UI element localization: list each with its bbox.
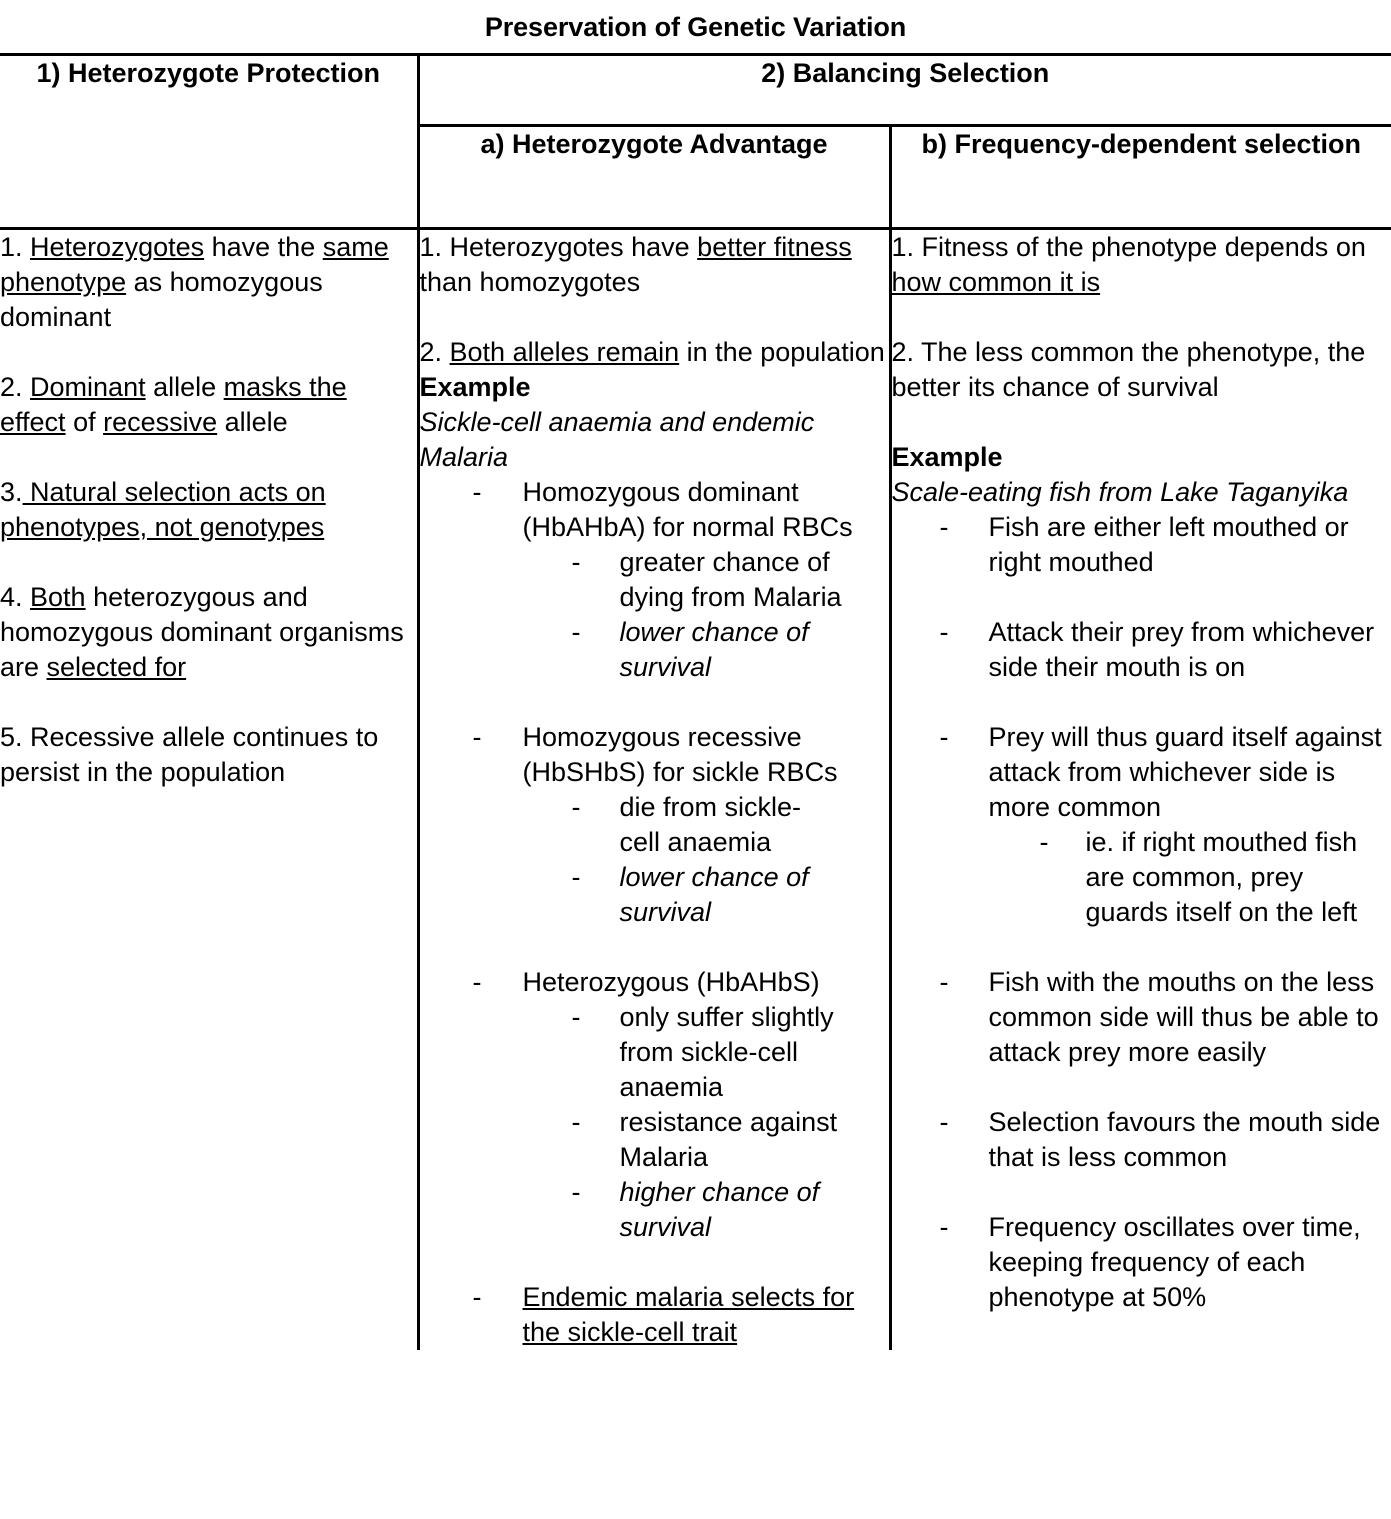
c2-bullet-3 bbox=[473, 965, 889, 1000]
spacer bbox=[892, 1070, 1391, 1105]
bullet-dash-icon: - bbox=[571, 547, 581, 577]
c2-item2-underline1: Both alleles remain bbox=[449, 337, 680, 367]
c2-item1-end: than homozygotes bbox=[419, 267, 641, 297]
table-body-row bbox=[0, 229, 1391, 1351]
bullet-dash-icon: - bbox=[472, 722, 482, 752]
cell-frequency-dependent-selection bbox=[890, 229, 1391, 1351]
c1-item1-end: as homozygous dominant bbox=[0, 267, 323, 332]
bullet-dash-icon: - bbox=[939, 512, 949, 542]
c1-item-1 bbox=[0, 230, 417, 335]
spacer bbox=[420, 300, 889, 335]
c1-item1-mid: have the bbox=[204, 232, 323, 262]
c2-item1-underline1: better fitness bbox=[697, 232, 852, 262]
c3-bullet-2-text: Attack their prey from whichever side their mouth is on bbox=[988, 617, 1375, 682]
c2-bullet-1-sub-2 bbox=[572, 615, 889, 685]
spacer bbox=[892, 580, 1391, 615]
bullet-dash-icon: - bbox=[571, 1107, 581, 1137]
header-col1 bbox=[0, 55, 418, 229]
c2-bullet-4 bbox=[473, 1280, 889, 1350]
c1-item3-num: 3. bbox=[0, 477, 23, 507]
c1-item4-num: 4. bbox=[0, 582, 31, 612]
spacer bbox=[420, 685, 889, 720]
bullet-dash-icon: - bbox=[939, 1212, 949, 1242]
c2-bullet-1-sub-2-text: lower chance of survival bbox=[619, 617, 809, 682]
c1-item4-underline2: selected for bbox=[46, 652, 187, 682]
header-frequency-dependent-selection bbox=[890, 126, 1391, 229]
bullet-dash-icon: - bbox=[571, 1002, 581, 1032]
bullet-dash-icon: - bbox=[472, 967, 482, 997]
c2-bullet-2-sub-2 bbox=[572, 860, 889, 930]
c2-bullet-3-sub-2-text: resistance against Malaria bbox=[619, 1107, 838, 1172]
c1-item4-mid: heterozygous and homozygous dominant organisms are bbox=[0, 582, 404, 682]
c2-bullet-2-sub-1 bbox=[572, 790, 889, 860]
c1-item2-underline3: recessive bbox=[103, 407, 218, 437]
spacer bbox=[892, 685, 1391, 720]
header-col1-label: 1) Heterozygote Protection bbox=[36, 58, 381, 88]
c2-bullet-4-text: Endemic malaria selects for the sickle-cell trait bbox=[522, 1282, 855, 1347]
table-header-row-1 bbox=[0, 55, 1391, 126]
header-balancing-selection bbox=[418, 55, 1391, 126]
c2-bullet-2-text: Homozygous recessive (HbSHbS) for sickle RBCs bbox=[522, 722, 838, 787]
c3-item1-num: 1. Fitness of the phenotype depends on bbox=[891, 232, 1366, 262]
c2-bullet-2 bbox=[473, 720, 889, 790]
c3-bullet-3-sub-1 bbox=[1040, 825, 1391, 930]
c1-item2-num: 2. bbox=[0, 372, 31, 402]
c2-item2-num: 2. bbox=[419, 337, 450, 367]
header-col2a-label: a) Heterozygote Advantage bbox=[480, 129, 828, 159]
c3-bullet-5-text: Selection favours the mouth side that is less common bbox=[988, 1107, 1381, 1172]
spacer bbox=[892, 300, 1391, 335]
c2-bullet-3-sub-3-text: higher chance of survival bbox=[619, 1177, 820, 1242]
bullet-dash-icon: - bbox=[1039, 827, 1049, 857]
c2-item-1 bbox=[420, 230, 889, 300]
bullet-dash-icon: - bbox=[472, 477, 482, 507]
c2-bullet-2-sub-2-text: lower chance of survival bbox=[619, 862, 809, 927]
spacer bbox=[892, 405, 1391, 440]
bullet-dash-icon: - bbox=[939, 722, 949, 752]
c1-item1-underline1: Heterozygotes bbox=[30, 232, 205, 262]
genetic-variation-table bbox=[0, 53, 1391, 1350]
bullet-dash-icon: - bbox=[939, 1107, 949, 1137]
bullet-dash-icon: - bbox=[571, 617, 581, 647]
c3-item1-underline1: how common it is bbox=[891, 267, 1101, 297]
spacer bbox=[0, 545, 417, 580]
bullet-dash-icon: - bbox=[571, 792, 581, 822]
c1-item2-mid2: of bbox=[65, 407, 104, 437]
spacer bbox=[0, 685, 417, 720]
c3-bullet-3-text: Prey will thus guard itself against attack from whichever side is more common bbox=[988, 722, 1382, 822]
c2-bullet-3-sub-3 bbox=[572, 1175, 889, 1245]
c3-bullet-3-sub-1-text: ie. if right mouthed fish are common, prey guards itself on the left bbox=[1085, 827, 1358, 927]
c3-example-label: Example bbox=[891, 442, 1003, 472]
cell-heterozygote-protection bbox=[0, 229, 418, 1351]
c2-bullet-3-sub-1-text: only suffer slightly from sickle-cell anaemia bbox=[619, 1002, 834, 1102]
c3-bullet-4-text: Fish with the mouths on the less common side will thus be able to attack prey more easily bbox=[988, 967, 1379, 1067]
c3-bullet-6 bbox=[940, 1210, 1391, 1315]
c3-bullet-2 bbox=[940, 615, 1391, 685]
cell-heterozygote-advantage bbox=[418, 229, 890, 1351]
c2-item1-num: 1. Heterozygotes have bbox=[419, 232, 698, 262]
c2-item-2 bbox=[420, 335, 889, 370]
c1-item2-mid1: allele bbox=[145, 372, 224, 402]
spacer bbox=[420, 930, 889, 965]
c1-item2-end: allele bbox=[217, 407, 288, 437]
c3-bullet-4 bbox=[940, 965, 1391, 1070]
c2-bullet-1-sub-1 bbox=[572, 545, 889, 615]
c3-bullet-6-text: Frequency oscillates over time, keeping frequency of each phenotype at 50% bbox=[988, 1212, 1361, 1312]
bullet-dash-icon: - bbox=[571, 862, 581, 892]
c1-item4-underline1: Both bbox=[30, 582, 86, 612]
c2-bullet-1-text: Homozygous dominant (HbAHbA) for normal RBCs bbox=[522, 477, 853, 542]
bullet-dash-icon: - bbox=[472, 1282, 482, 1312]
c1-item3-underline1: Natural selection acts on phenotypes, not genotypes bbox=[0, 477, 326, 542]
header-col2b-label: b) Frequency-dependent selection bbox=[921, 129, 1362, 159]
c2-example-label: Example bbox=[419, 372, 531, 402]
c2-bullet-3-sub-2 bbox=[572, 1105, 889, 1175]
bullet-dash-icon: - bbox=[939, 967, 949, 997]
bullet-dash-icon: - bbox=[571, 1177, 581, 1207]
header-col2-group-label: 2) Balancing Selection bbox=[761, 58, 1050, 88]
c3-bullet-1-text: Fish are either left mouthed or right mouthed bbox=[988, 512, 1349, 577]
c2-bullet-3-text: Heterozygous (HbAHbS) bbox=[522, 967, 820, 997]
c1-item-3 bbox=[0, 475, 417, 545]
c1-item1-num: 1. bbox=[0, 232, 31, 262]
c2-bullet-1-sub-1-text: greater chance of dying from Malaria bbox=[619, 547, 842, 612]
spacer bbox=[0, 440, 417, 475]
c2-example-title: Sickle-cell anaemia and endemic Malaria bbox=[419, 407, 815, 472]
c3-example-title: Scale-eating fish from Lake Taganyika bbox=[891, 477, 1349, 507]
c2-bullet-1 bbox=[473, 475, 889, 545]
c3-bullet-5 bbox=[940, 1105, 1391, 1175]
spacer bbox=[0, 335, 417, 370]
c1-item-2 bbox=[0, 370, 417, 440]
c2-item2-end: in the population bbox=[679, 337, 885, 367]
c2-bullet-3-sub-1 bbox=[572, 1000, 889, 1105]
c2-bullet-2-sub-1-text: die from sickle-cell anaemia bbox=[619, 792, 802, 857]
c3-bullet-3 bbox=[940, 720, 1391, 825]
c1-item1-underline2: same phenotype bbox=[0, 232, 389, 297]
spacer bbox=[892, 930, 1391, 965]
bullet-dash-icon: - bbox=[939, 617, 949, 647]
c1-item2-underline2: masks the effect bbox=[0, 372, 347, 437]
page-title: Preservation of Genetic Variation bbox=[484, 12, 907, 42]
spacer bbox=[892, 1175, 1391, 1210]
c3-bullet-1 bbox=[940, 510, 1391, 580]
spacer bbox=[420, 1245, 889, 1280]
c1-item-5: 5. Recessive allele continues to persist in the population bbox=[0, 722, 379, 787]
c3-item-2: 2. The less common the phenotype, the better its chance of survival bbox=[891, 337, 1366, 402]
header-heterozygote-advantage bbox=[418, 126, 890, 229]
c1-item2-underline1: Dominant bbox=[30, 372, 146, 402]
c1-item-4 bbox=[0, 580, 417, 685]
c3-item-1 bbox=[892, 230, 1391, 300]
